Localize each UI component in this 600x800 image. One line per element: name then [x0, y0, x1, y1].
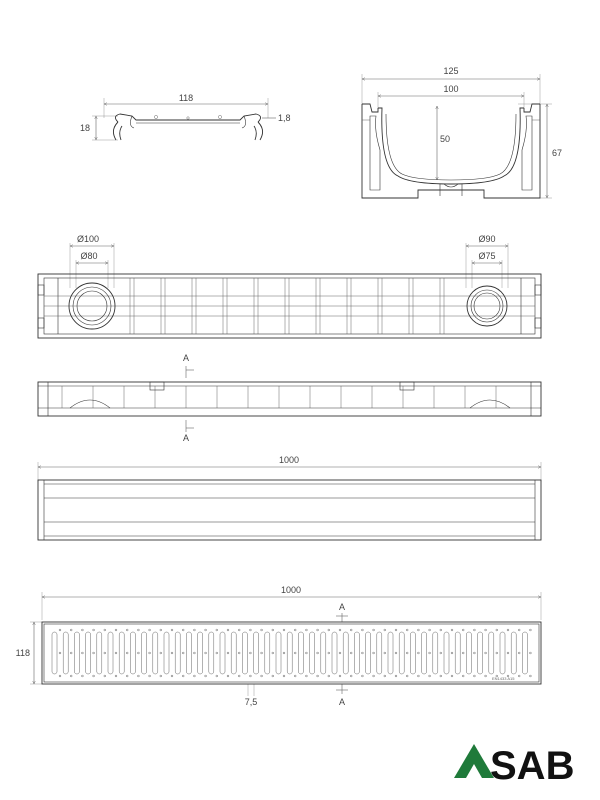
- channel-depth-label: 50: [440, 134, 451, 144]
- grate-height-label: 18: [79, 123, 90, 133]
- side-section-mark-bottom: A: [182, 433, 190, 443]
- right-outlet-inner-label: Ø75: [478, 251, 496, 261]
- logo-text: SAB: [490, 744, 575, 788]
- grate-thickness-label: 1,8: [278, 113, 291, 123]
- side-view-ribs: [62, 386, 496, 408]
- channel-inner-width-label: 100: [443, 84, 459, 94]
- sab-logo: [454, 744, 574, 788]
- grate-product-mark: EN1433 A15: [492, 676, 515, 681]
- channel-outer-width-label: 125: [443, 66, 459, 76]
- right-outlet-outer-label: Ø90: [478, 234, 496, 244]
- grate-top-view: [16, 585, 541, 707]
- channel-side-view: [38, 353, 541, 443]
- left-outlet-outer-label: Ø100: [76, 234, 100, 244]
- grate-slot-label: 7,5: [244, 697, 258, 707]
- grate-length-label: 1000: [280, 585, 302, 595]
- grate-section-mark-top: A: [338, 602, 346, 612]
- grate-width-label: 118: [178, 93, 194, 103]
- grate-view-width-label: 118: [15, 648, 30, 658]
- channel-cross-section: [362, 66, 562, 198]
- channel-bottom-view: [38, 455, 541, 540]
- channel-height-label: 67: [552, 148, 563, 158]
- side-section-mark-top: A: [182, 353, 190, 363]
- left-outlet-inner-label: Ø80: [80, 251, 98, 261]
- grate-cross-section: [80, 93, 291, 140]
- grate-slots: [52, 629, 531, 677]
- bottom-length-label: 1000: [278, 455, 300, 465]
- grate-section-mark-bottom: A: [338, 697, 346, 707]
- triangle-logo-icon: [454, 744, 494, 778]
- channel-top-view: [38, 234, 541, 338]
